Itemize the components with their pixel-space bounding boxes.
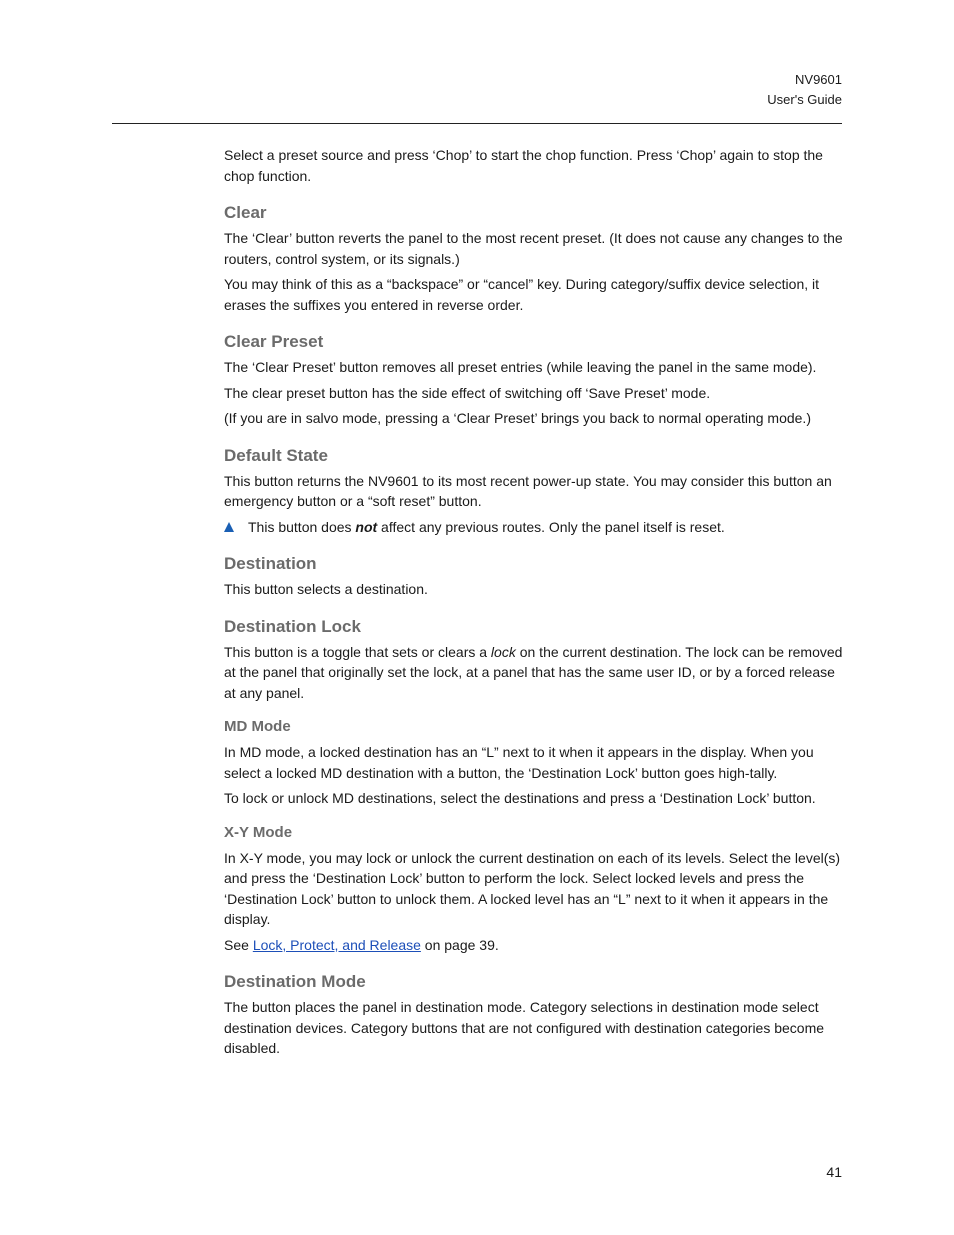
cross-reference-link[interactable]: Lock, Protect, and Release: [252, 936, 421, 953]
paragraph: (If you are in salvo mode, pressing a ‘Clear Preset’ brings you back to normal operating mode.): [224, 410, 811, 426]
text-pre: This button is a toggle that sets or clears a: [224, 643, 491, 660]
note-text-pre: This button does: [248, 518, 356, 535]
heading-destination: Destination: [224, 554, 317, 573]
paragraph: To lock or unlock MD destinations, select the destinations and press a ‘Destination Lock’ button.: [224, 790, 816, 806]
see-also: [224, 935, 844, 956]
paragraph: In X-Y mode, you may lock or unlock the current destination on each of its levels. Select the level(s) and press the ‘Destination Lock’ button to perform the lock. Select locked levels and press the ‘Destination Lock’ button to unlock them. A locked level has an “L” next to it when it appears in the display.: [224, 849, 841, 927]
paragraph: The ‘Clear Preset’ button removes all preset entries (while leaving the panel in the same mode).: [224, 359, 817, 375]
intro-paragraph: Select a preset source and press ‘Chop’ to start the chop function. Press ‘Chop’ again to stop the chop function.: [224, 147, 823, 184]
paragraph: This button returns the NV9601 to its most recent power-up state. You may consider this button an emergency button or a “soft reset” button.: [224, 472, 832, 509]
paragraph: [224, 642, 844, 704]
heading-destination-mode: Destination Mode: [224, 972, 366, 991]
section-clear: [224, 202, 844, 315]
section-destination-lock: [224, 616, 844, 956]
paragraph: The clear preset button has the side effect of switching off ‘Save Preset’ mode.: [224, 384, 711, 401]
note-emphasis: not: [355, 518, 378, 535]
note: [224, 517, 844, 538]
heading-clear-preset: Clear Preset: [224, 332, 324, 351]
caution-triangle-icon: [224, 522, 234, 532]
paragraph: The button places the panel in destination mode. Category selections in destination mode select destination devices. Category buttons that are not configured with destination categories become disabled.: [224, 999, 825, 1056]
heading-default-state: Default State: [224, 445, 328, 465]
text-post: on the current destination. The lock can be removed at the panel that originally set the lock, at a panel that has the same user ID, or by a forced release at any panel.: [224, 643, 843, 701]
page-body: [224, 145, 844, 1064]
section-destination-mode: [224, 971, 844, 1059]
page-number: 41: [826, 1164, 842, 1180]
header-product: NV9601: [795, 72, 842, 87]
text-pre: See: [224, 936, 253, 953]
heading-md-mode: MD Mode: [224, 718, 291, 735]
paragraph: In MD mode, a locked destination has an “L” next to it when it appears in the display. When you select a locked MD destination with a button, the ‘Destination Lock’ button goes high-tally.: [224, 744, 814, 781]
emphasis: lock: [490, 643, 516, 660]
heading-xy-mode: X-Y Mode: [224, 823, 293, 841]
section-default-state: [224, 445, 844, 538]
section-destination: [224, 553, 844, 600]
section-clear-preset: [224, 331, 844, 429]
heading-destination-lock: Destination Lock: [224, 616, 361, 636]
paragraph: The ‘Clear’ button reverts the panel to the most recent preset. (It does not cause any changes to the routers, control system, or its signals.): [224, 230, 843, 267]
header-doc-title: User's Guide: [767, 92, 842, 107]
header-rule: [112, 123, 842, 124]
note-text-post: affect any previous routes. Only the panel itself is reset.: [377, 518, 725, 535]
heading-clear: Clear: [224, 203, 267, 222]
paragraph: This button selects a destination.: [224, 581, 428, 597]
text-post: on page 39.: [420, 936, 499, 953]
paragraph: You may think of this as a “backspace” or “cancel” key. During category/suffix device selection, it erases the suffixes you entered in reverse order.: [224, 276, 820, 313]
